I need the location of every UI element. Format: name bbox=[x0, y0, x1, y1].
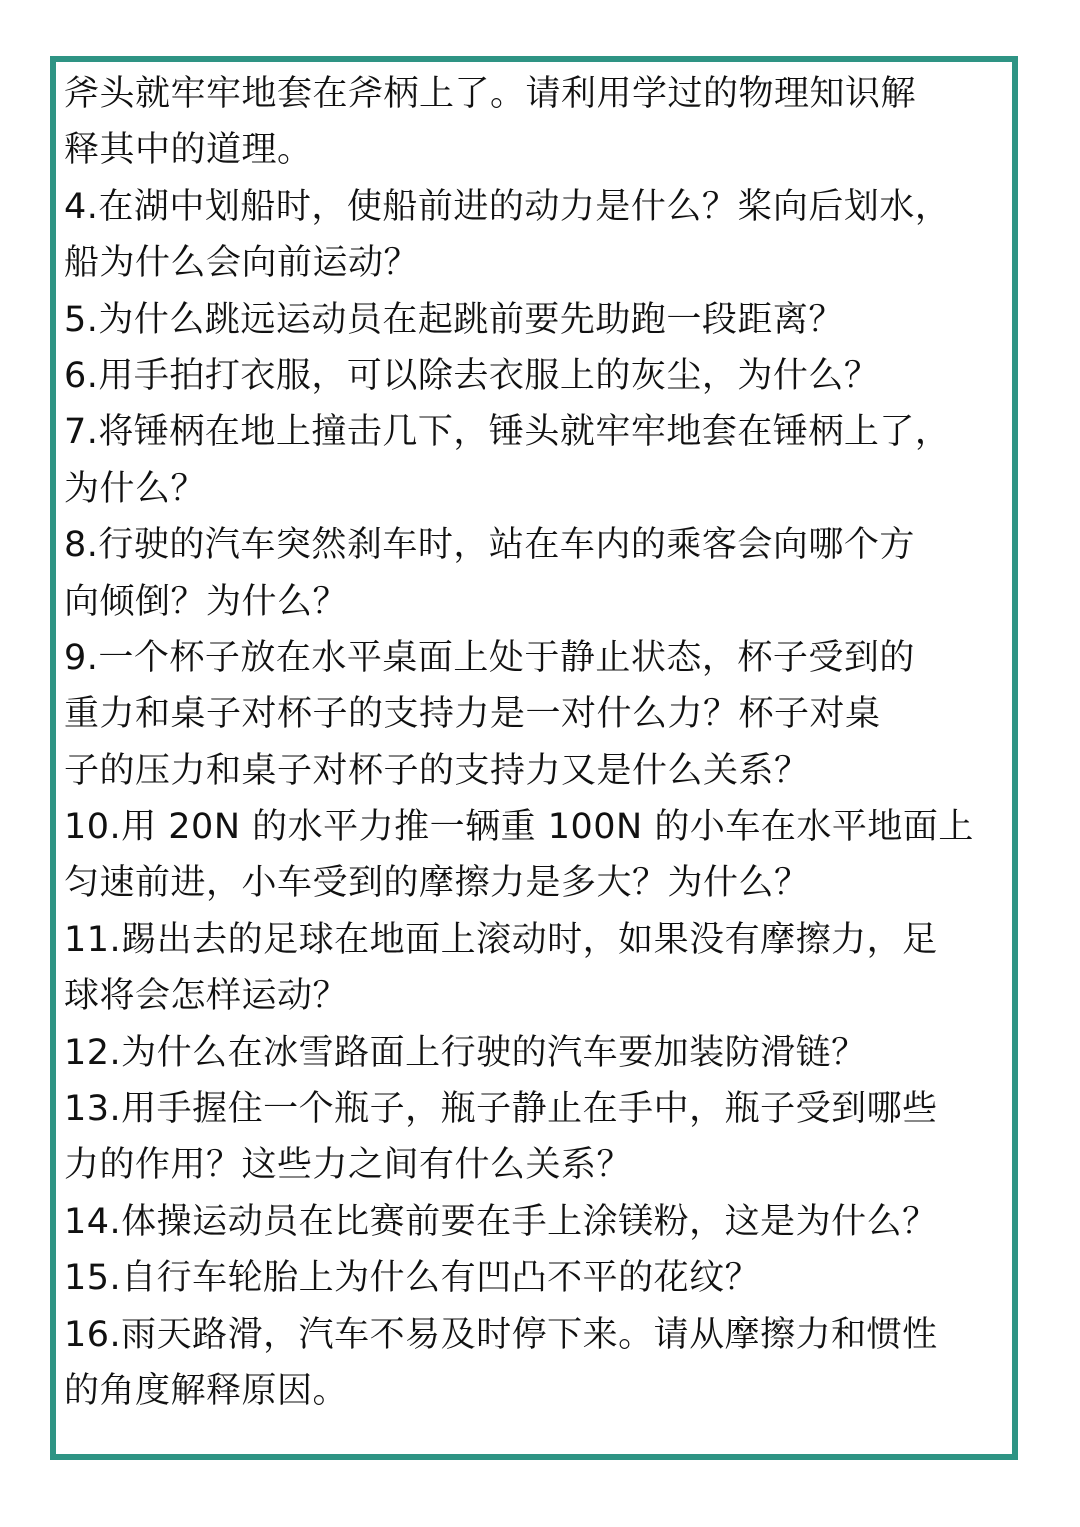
text-line: 向倾倒？为什么？ bbox=[64, 581, 349, 622]
question-13-line: 13.用手握住一个瓶子，瓶子静止在手中，瓶子受到哪些 bbox=[64, 1089, 938, 1130]
text-line: 船为什么会向前运动？ bbox=[64, 243, 420, 284]
question-14-line: 14.体操运动员在比赛前要在手上涂镁粉，这是为什么？ bbox=[64, 1201, 938, 1242]
text-line: 匀速前进，小车受到的摩擦力是多大？为什么？ bbox=[64, 863, 810, 904]
question-6-line: 6.用手拍打衣服，可以除去衣服上的灰尘，为什么？ bbox=[64, 355, 880, 396]
text-line: 为什么？ bbox=[64, 468, 207, 509]
text-line: 球将会怎样运动？ bbox=[64, 976, 349, 1017]
text-line: 力的作用？这些力之间有什么关系？ bbox=[64, 1145, 633, 1186]
text-line: 释其中的道理。 bbox=[64, 130, 313, 171]
question-16-line: 16.雨天路滑，汽车不易及时停下来。请从摩擦力和惯性 bbox=[64, 1314, 938, 1355]
text-line: 重力和桌子对杯子的支持力是一对什么力？杯子对桌 bbox=[64, 694, 881, 735]
question-10-line: 10.用 20N 的水平力推一辆重 100N 的小车在水平地面上 bbox=[64, 807, 974, 848]
question-12-line: 12.为什么在冰雪路面上行驶的汽车要加装防滑链？ bbox=[64, 1032, 867, 1073]
text-line: 子的压力和桌子对杯子的支持力又是什么关系？ bbox=[64, 750, 810, 791]
text-line: 斧头就牢牢地套在斧柄上了。请利用学过的物理知识解 bbox=[64, 74, 917, 114]
question-8-line: 8.行驶的汽车突然刹车时，站在车内的乘客会向哪个方 bbox=[64, 525, 915, 566]
question-9-line: 9.一个杯子放在水平桌面上处于静止状态，杯子受到的 bbox=[64, 637, 915, 678]
question-text-block bbox=[64, 66, 1016, 1419]
question-4-line: 4.在湖中划船时，使船前进的动力是什么？桨向后划水， bbox=[64, 186, 951, 227]
question-5-line: 5.为什么跳远运动员在起跳前要先助跑一段距离？ bbox=[64, 299, 844, 340]
question-7-line: 7.将锤柄在地上撞击几下，锤头就牢牢地套在锤柄上了， bbox=[64, 412, 951, 453]
question-11-line: 11.踢出去的足球在地面上滚动时，如果没有摩擦力，足 bbox=[64, 919, 938, 960]
question-15-line: 15.自行车轮胎上为什么有凹凸不平的花纹？ bbox=[64, 1258, 761, 1299]
text-line: 的角度解释原因。 bbox=[64, 1370, 349, 1411]
